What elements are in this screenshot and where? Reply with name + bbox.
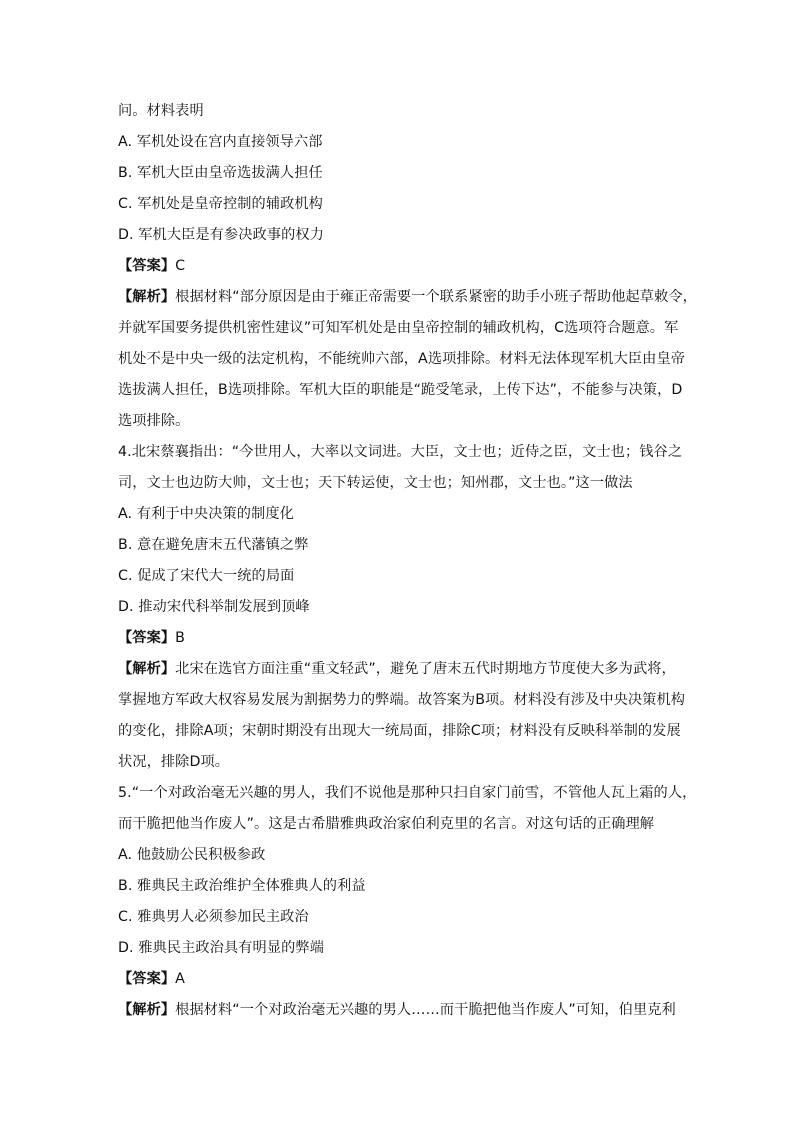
q3-analysis-line-3: 机处不是中央一级的法定机构，不能统帅六部，A选项排除。材料无法体现军机大臣由皇帝 [118,351,686,367]
q4-analysis-line-1 [118,654,678,685]
q4-option-c: C. 促成了宋代大一统的局面 [118,568,295,584]
q5-answer [118,964,678,995]
q4-stem-line-1: 4.北宋蔡襄指出：“今世用人，大率以文词进。大臣，文士也；近侍之臣，文士也；钱谷之 [118,444,683,460]
answer-tag: 【答案】 [118,630,176,646]
answer-value: B [175,630,185,646]
q3-analysis-line-4: 选拔满人担任，B选项排除。军机大臣的职能是“跪受笔录，上传下达”，不能参与决策，D [118,382,683,398]
answer-value: A [175,971,185,987]
q4-analysis-line-2: 掌握地方军政大权容易发展为割据势力的弊端。故答案为B项。材料没有涉及中央决策机构 [118,692,686,708]
q5-option-b: B. 雅典民主政治维护全体雅典人的利益 [118,878,366,894]
document-page [118,96,697,1026]
q4-option-b: B. 意在避免唐末五代藩镇之弊 [118,537,309,553]
q3-analysis-line-5: 选项排除。 [118,413,190,429]
q5-analysis-line-1 [118,995,678,1026]
answer-value: C [175,258,186,274]
analysis-text: 北宋在选官方面注重“重文轻武”，避免了唐末五代时期地方节度使大多为武将， [175,661,676,677]
q3-analysis-line-1 [118,282,697,313]
answer-tag: 【答案】 [118,971,176,987]
q4-stem-line-2: 司，文士也边防大帅，文士也；天下转运使，文士也；知州郡，文士也。”这一做法 [118,475,633,491]
analysis-tag: 【解析】 [118,289,176,305]
q3-stem-end: 问。材料表明 [118,103,204,119]
analysis-text: 根据材料“部分原因是由于雍正帝需要一个联系紧密的助手小班子帮助他起草敕令， [175,289,697,305]
q5-option-c: C. 雅典男人必须参加民主政治 [118,909,309,925]
q3-answer [118,251,678,282]
analysis-tag: 【解析】 [118,1002,176,1018]
q5-option-d: D. 雅典民主政治具有明显的弊端 [118,940,324,956]
q4-analysis-line-3: 的变化，排除A项；宋朝时期没有出现大一统局面，排除C项；材料没有反映科举制的发展 [118,723,681,739]
q3-option-a: A. 军机处设在宫内直接领导六部 [118,134,323,150]
q5-option-a: A. 他鼓励公民积极参政 [118,847,266,863]
q4-option-d: D. 推动宋代科举制发展到顶峰 [118,599,310,615]
q3-option-c: C. 军机处是皇帝控制的辅政机构 [118,196,323,212]
analysis-text: 根据材料“一个对政治毫无兴趣的男人……而干脆把他当作废人”可知，伯里克利 [175,1002,676,1018]
q4-option-a: A. 有利于中央决策的制度化 [118,506,294,522]
q4-answer [118,623,678,654]
q5-stem-line-1: 5.“一个对政治毫无兴趣的男人，我们不说他是那种只扫自家门前雪，不管他人瓦上霜的人， [118,785,697,801]
q3-option-b: B. 军机大臣由皇帝选拔满人担任 [118,165,323,181]
q4-analysis-line-4: 状况，排除D项。 [118,754,230,770]
analysis-tag: 【解析】 [118,661,176,677]
answer-tag: 【答案】 [118,258,176,274]
q3-analysis-line-2: 并就军国要务提供机密性建议”可知军机处是由皇帝控制的辅政机构，C选项符合题意。军 [118,320,679,336]
q3-option-d: D. 军机大臣是有参决政事的权力 [118,227,324,243]
q5-stem-line-2: 而干脆把他当作废人”。这是古希腊雅典政治家伯利克里的名言。对这句话的正确理解 [118,816,655,832]
